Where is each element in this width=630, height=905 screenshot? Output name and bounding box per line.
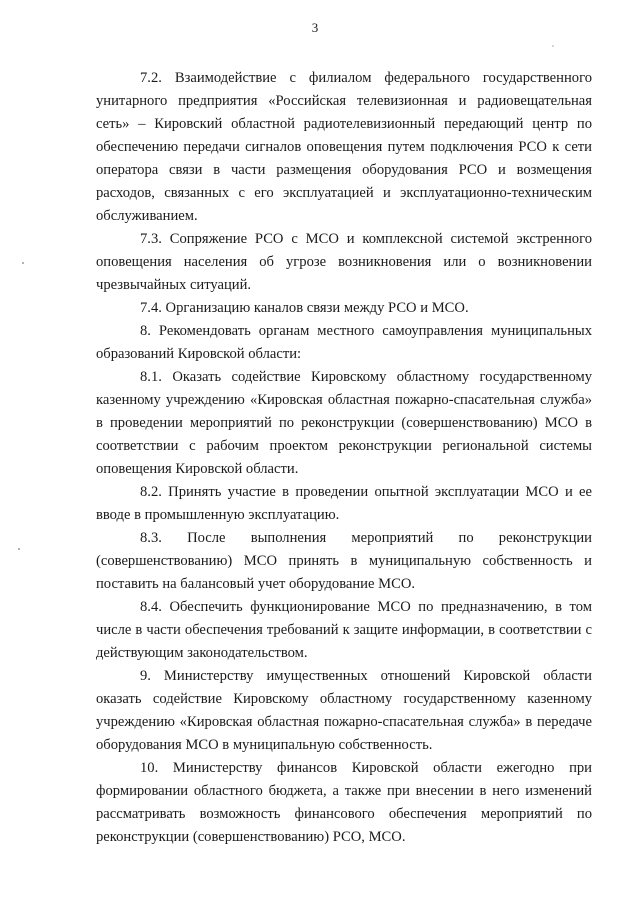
paragraph-7-2: 7.2. Взаимодействие с филиалом федерального государственного унитарного предприятия «Российская телевизионная и радиовещательная сеть» – Кировский областной радиотелевизионный передающий центр по обеспечению передачи сигналов оповещения путем подключения РСО к сети оператора связи в части размещения оборудования РСО и возмещения расходов, связанных с его эксплуатацией и эксплуатационно-техническим обслуживанием. <box>96 70 592 224</box>
paragraph-8-4: 8.4. Обеспечить функционирование МСО по предназначению, в том числе в части обеспечения требований к защите информации, в соответствии с действующим законодательством. <box>96 599 592 661</box>
paragraph-7-3: 7.3. Сопряжение РСО с МСО и комплексной системой экстренного оповещения населения об угрозе возникновения или о возникновении чрезвычайных ситуаций. <box>96 231 592 293</box>
paragraph-8-2: 8.2. Принять участие в проведении опытной эксплуатации МСО и ее вводе в промышленную эксплуатацию. <box>96 484 592 523</box>
scan-speck <box>22 262 24 264</box>
scan-speck <box>18 548 20 550</box>
scan-speck <box>552 45 554 47</box>
paragraph-10: 10. Министерству финансов Кировской области ежегодно при формировании областного бюджета, а также при внесении в него изменений рассматривать возможность финансового обеспечения мероприятий по реконструкции (совершенствованию) РСО, МСО. <box>96 760 592 845</box>
paragraph-8-1: 8.1. Оказать содействие Кировскому областному государственному казенному учреждению «Кировская областная пожарно-спасательная служба» в проведении мероприятий по реконструкции (совершенствованию) МСО в соответствии с рабочим проектом реконструкции региональной системы оповещения Кировской области. <box>96 369 592 477</box>
page-number: 3 <box>311 20 319 35</box>
paragraph-8: 8. Рекомендовать органам местного самоуправления муниципальных образований Кировской области: <box>96 323 592 362</box>
paragraph-9: 9. Министерству имущественных отношений Кировской области оказать содействие Кировскому областному государственному казенному учреждению «Кировская областная пожарно-спасательная служба» в передаче оборудования МСО в муниципальную собственность. <box>96 668 592 753</box>
document-body <box>96 67 592 849</box>
paragraph-7-4: 7.4. Организацию каналов связи между РСО и МСО. <box>140 300 469 316</box>
paragraph-8-3: 8.3. После выполнения мероприятий по реконструкции (совершенствованию) МСО принять в муниципальную собственность и поставить на балансовый учет оборудование МСО. <box>96 530 592 592</box>
